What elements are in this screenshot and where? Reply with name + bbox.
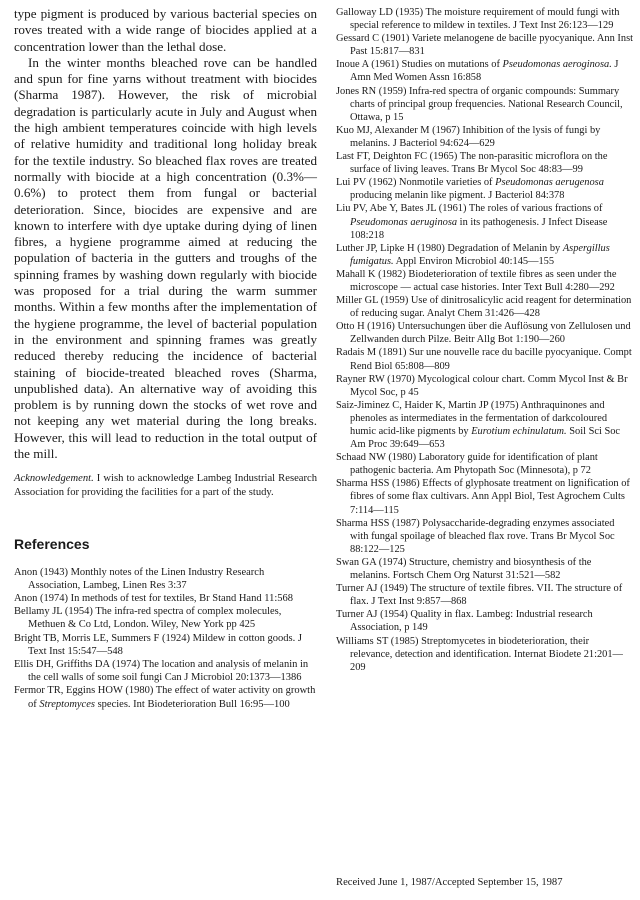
received-accepted-dates: Received June 1, 1987/Accepted September 15, 1987 [336,877,563,888]
reference-entry [336,85,634,124]
reference-text: Kuo MJ, Alexander M (1967) Inhibition of the lysis of fungi by melanins. J Bacteriol 94:624—629 [336,124,601,149]
reference-text: Inoue A (1961) Studies on mutations of [336,59,503,71]
reference-entry [14,592,317,605]
reference-text: J Amn Med Women Assn 16:858 [350,59,619,84]
reference-text: Otto H (1916) Untersuchungen über die Auflösung von Zellulosen und Zellwanden durch Pilze. Beitr Allg Bot 1:190—260 [336,321,631,346]
reference-text: Miller GL (1959) Use of dinitrosalicylic acid reagent for determination of reducing sugar. Analyt Chem 31:426—428 [336,295,632,320]
reference-text: Gessard C (1901) Variete melanogene de bacille pyocyanique. Ann Inst Past 15:817—831 [336,33,634,58]
reference-text: Bellamy JL (1954) The infra-red spectra of complex molecules, Methuen & Co Ltd, London. Wiley, New York pp 425 [14,606,282,631]
reference-entry [14,684,317,710]
reference-text: Lui PV (1962) Nonmotile varieties of [336,177,496,189]
reference-text: Sharma HSS (1986) Effects of glyphosate treatment on lignification of fibres of some flax cultivars. Ann Appl Biol, Test Agrochem Cults 7:114—115 [336,478,630,516]
reference-text: Turner AJ (1954) Quality in flax. Lambeg: Industrial research Association, p 149 [336,609,593,634]
reference-text: Swan GA (1974) Structure, chemistry and biosynthesis of the melanins. Fortsch Chem Org Naturst 31:521—582 [336,556,592,582]
reference-entry [336,451,634,477]
reference-entry [336,346,634,372]
right-column [336,6,634,674]
reference-entry [336,635,634,674]
reference-text: Galloway LD (1935) The moisture requirement of mould fungi with special reference to mildew in textiles. J Text Inst 26:123—129 [336,7,620,32]
references-heading: References [14,535,90,552]
reference-text: Anon (1974) In methods of test for textiles, Br Stand Hand 11:568 [14,592,293,604]
acknowledgement [14,472,317,499]
reference-entry [336,268,634,294]
body-text [14,6,317,462]
acknowledgement-text: I wish to acknowledge Lambeg Industrial Research Association for providing the facilities for a part of the study. [14,473,317,498]
reference-entry [336,320,634,346]
reference-text: Luther JP, Lipke H (1980) Degradation of Melanin by [336,242,563,254]
reference-text: in its pathogenesis. J Infect Disease 108:218 [350,216,608,241]
reference-text: Sharma HSS (1987) Polysaccharide-degrading enzymes associated with fungal spoilage of bleached flax rove. Trans Br Mycol Soc 88:122—125 [336,517,615,555]
reference-entry [336,477,634,516]
reference-text: Mahall K (1982) Biodeterioration of textile fibres as seen under the microscope — actual case histories. Inter Text Bull 4:280—292 [336,268,617,293]
reference-text: Radais M (1891) Sur une nouvelle race du bacille pyocyanique. Compt Rend Biol 65:808—809 [336,347,632,372]
reference-text: Schaad NW (1980) Laboratory guide for identification of plant pathogenic bacteria. Am Phytopath Soc (Minnesota), p 72 [336,452,598,477]
references-list-right [336,6,634,674]
body-paragraph: In the winter months bleached rove can be handled and spun for fine yarns without treatment with biocides (Sharma 1987). However, the risk of microbial degradation is particularly acute in July and August when the high ambient temperatures coincide with high levels of relative humidity and traditional long holiday break for the textile industry. So bleached flax roves are treated normally with biocide at a high concentration (0.3%—0.6%) to protect them from fungal or bacterial deterioration. Since, biocides are expensive and are known to interfere with dye uptake during dying of linen fibres, a hygiene programme aimed at reducing the population of bacteria in the gutters and troughs of the spinning frames by washing down regularly with biocide was proposed for a trial during the warm summer months. Within a few months after the implementation of the hygiene programme, the level of bacterial population in the environment and spinning frames was greatly reduced thereby reducing the incidence of bacterial staining of biocide-treated bleached roves (Sharma, unpublished data). An alternative way of avoiding this problem is by running down the stocks of wet rove and not keeping any wet material during the long breaks. However, this will lead to reduction in the total output of the mill. [14,54,317,462]
reference-entry [336,373,634,399]
reference-entry [336,176,634,202]
reference-text: Saiz-Jiminez C, Haider K, Martin JP (1975) Anthraquinones and phenoles as intermediates in the fermentation of darkcoloured humic acid-like pigments by [336,399,608,437]
reference-species-name: Pseudomonas aeruginosa [350,216,458,228]
reference-species-name: Pseudomonas aerugenosa [495,177,604,189]
reference-entry [336,517,634,556]
reference-text: Last FT, Deighton FC (1965) The non-parasitic microflora on the surface of living leaves. Trans Br Mycol Soc 48:83—99 [336,151,608,176]
reference-text: Anon (1943) Monthly notes of the Linen Industry Research Association, Lambeg, Linen Res 3:37 [14,566,265,591]
left-column [14,6,317,711]
references-list-left [14,566,317,711]
reference-text: Ellis DH, Griffiths DA (1974) The location and analysis of melanin in the cell walls of some soil fungi Can J Microbiol 20:1373—1386 [14,658,309,684]
reference-entry [336,58,634,84]
reference-species-name: Eurotium echinulatum. [471,426,567,437]
reference-entry [336,242,634,268]
reference-entry [336,556,634,582]
reference-entry [336,32,634,58]
reference-text: Rayner RW (1970) Mycological colour chart. Comm Mycol Inst & Br Mycol Soc, p 45 [336,373,628,398]
reference-text: species. Int Biodeterioration Bull 16:95—100 [94,698,290,710]
reference-text: Turner AJ (1949) The structure of textile fibres. VII. The structure of flax. J Text Inst 9:857—868 [336,583,623,608]
reference-entry [336,294,634,320]
reference-species-name: Aspergillus fumigatus. [350,242,610,267]
reference-text: Soil Sci Soc Am Proc 39:649—653 [350,426,621,451]
reference-species-name: Streptomyces [39,698,95,710]
reference-text: Williams ST (1985) Streptomycetes in biodeterioration, their relevance, detection and identification. Internat Biodete 21:201—209 [336,635,623,673]
reference-entry [336,202,634,241]
reference-entry [336,150,634,176]
reference-text: Liu PV, Abe Y, Bates JL (1961) The roles of various fractions of [336,203,603,215]
reference-entry [336,582,634,608]
reference-text: Fermor TR, Eggins HOW (1980) The effect of water activity on growth of [14,685,316,710]
reference-text: Jones RN (1959) Infra-red spectra of organic compounds: Summary charts of principal group frequencies. National Research Council, Ottawa, p 15 [336,85,623,123]
reference-text: producing melanin like pigment. J Bacteriol 84:378 [350,190,565,202]
reference-entry [336,399,634,451]
reference-entry [14,566,317,592]
reference-entry [14,605,317,631]
reference-entry [336,124,634,150]
reference-species-name: Pseudomonas aeroginosa. [502,59,612,71]
acknowledgement-label: Acknowledgement. [14,473,94,485]
reference-entry [14,632,317,658]
reference-text: Appl Environ Microbiol 40:145—155 [393,255,555,267]
reference-entry [336,6,634,32]
reference-entry [336,608,634,634]
reference-text: Bright TB, Morris LE, Summers F (1924) Mildew in cotton goods. J Text Inst 15:547—548 [14,632,302,657]
body-paragraph: type pigment is produced by various bacterial species on roves treated with a wide range of biocides applied at a concentration lower than the lethal dose. [14,6,317,54]
reference-entry [14,658,317,684]
